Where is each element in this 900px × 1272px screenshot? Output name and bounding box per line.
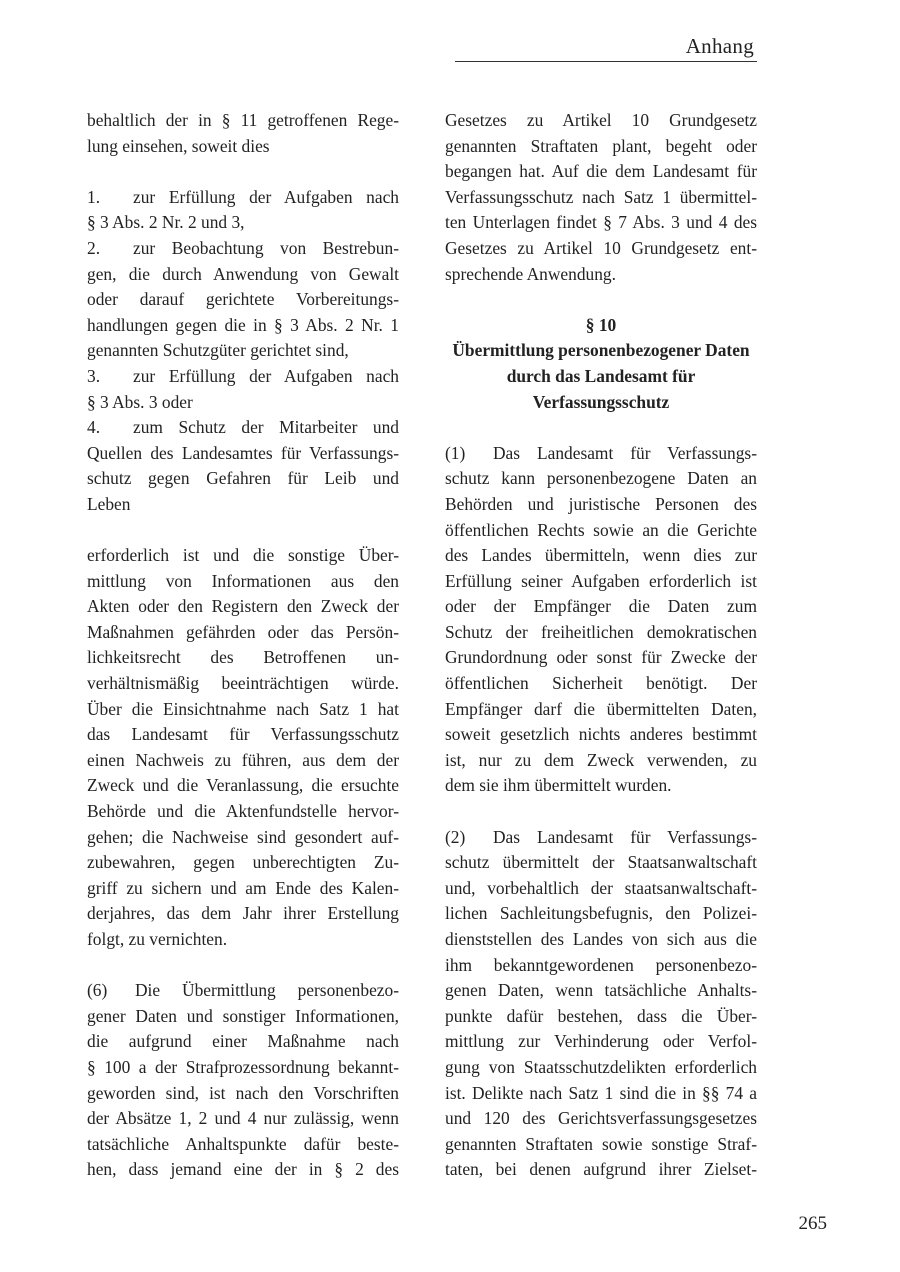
text-line: Behörden und juristische Personen des — [445, 493, 757, 514]
text-line: der Absätze 1, 2 und 4 nur zulässig, wenn — [87, 1108, 399, 1129]
running-header-title: Anhang — [685, 34, 754, 58]
text-line: Akten oder den Registern den Zweck der — [87, 596, 399, 617]
text-line: Leben — [87, 493, 131, 514]
text-line: Grundordnung oder sonst für Zwecke der — [445, 647, 757, 668]
text-line: zur Beobachtung von Bestrebun- — [133, 237, 399, 258]
right-column — [445, 108, 757, 1183]
section-number: § 10 — [585, 314, 617, 335]
text-line: gehen; die Nachweise sind gesondert auf- — [87, 826, 399, 847]
text-line: § 100 a der Strafprozessordnung bekannt- — [87, 1056, 399, 1077]
text-line: Zweck und die Veranlassung, die ersuchte — [87, 775, 399, 796]
text-line: Maßnahmen gefährden oder das Persön- — [87, 621, 399, 642]
text-line: taten, bei denen aufgrund ihrer Zielset- — [445, 1159, 757, 1180]
text-line: öffentlichen Sicherheit benötigt. Der — [445, 673, 757, 694]
text-line: handlungen gegen die in § 3 Abs. 2 Nr. 1 — [87, 314, 399, 335]
text-line: behaltlich der in § 11 getroffenen Rege- — [87, 110, 399, 130]
text-line: zur Erfüllung der Aufgaben nach — [133, 186, 399, 207]
text-line: lichen Sachleitungsbefugnis, den Polizei- — [445, 903, 757, 924]
list-item-1 — [87, 185, 399, 211]
text-line: sprechende Anwendung. — [445, 263, 616, 284]
list-item-3 — [87, 364, 399, 390]
paragraph-number: (2) — [445, 826, 466, 847]
text-line: Erfüllung seiner Aufgaben erforderlich ist — [445, 570, 757, 591]
paragraph-6 — [87, 978, 399, 1004]
text-line: zur Erfüllung der Aufgaben nach — [133, 365, 399, 386]
text-line: § 3 Abs. 3 oder — [87, 391, 193, 412]
text-line: und, vorbehaltlich der staatsanwaltschaft- — [445, 877, 757, 898]
text-line: Die Übermittlung personenbezo- — [135, 980, 399, 1001]
section-title: Verfassungsschutz — [532, 391, 670, 412]
text-line: gen, die durch Anwendung von Gewalt — [87, 263, 399, 284]
text-line: ist, nur zu dem Zweck verwenden, zu — [445, 749, 757, 770]
text-line: tatsächliche Anhaltspunkte dafür beste- — [87, 1133, 399, 1154]
text-line: öffentlichen Rechts sowie an die Gerichte — [445, 519, 757, 540]
text-line: schutz gegen Gefahren für Leib und — [87, 468, 399, 489]
text-line: begangen hat. Auf die dem Landesamt für — [445, 161, 757, 182]
text-line: lung einsehen, soweit dies — [87, 135, 270, 156]
text-line: Über die Einsichtnahme nach Satz 1 hat — [87, 698, 399, 719]
list-number: 1. — [87, 186, 101, 207]
text-line: ist. Delikte nach Satz 1 sind die in §§ 74 a — [445, 1082, 757, 1103]
list-item-4 — [87, 415, 399, 441]
section-title: Übermittlung personenbezogener Daten — [452, 340, 750, 361]
text-line: oder der Empfänger die Daten zum — [445, 596, 757, 617]
text-line: Verfassungsschutz nach Satz 1 übermittel- — [445, 186, 757, 207]
text-line: Quellen des Landesamtes für Verfassungs- — [87, 442, 399, 463]
text-line: lichkeitsrecht des Betroffenen un- — [87, 647, 399, 668]
text-line: genannten Schutzgüter gerichtet sind, — [87, 340, 349, 361]
text-line: folgt, zu vernichten. — [87, 929, 228, 949]
text-line: genen Daten, wenn tatsächliche Anhalts- — [445, 980, 757, 1001]
text-line: schutz übermittelt der Staatsanwaltschaft — [445, 852, 757, 873]
paragraph-number: (6) — [87, 980, 108, 1001]
text-line: Schutz der freiheitlichen demokratischen — [445, 621, 757, 642]
text-line: punkte dafür bestehen, dass die Über- — [445, 1005, 757, 1026]
text-line: des Landes übermitteln, wenn dies zur — [445, 545, 757, 566]
text-line: dienststellen des Landes von sich aus die — [445, 929, 757, 949]
text-line: hen, dass jemand eine der in § 2 des — [87, 1159, 399, 1180]
text-line: einen Nachweis zu führen, aus dem der — [87, 749, 399, 770]
text-line: verhältnismäßig beeinträchtigen würde. — [87, 673, 399, 694]
text-line: dem sie ihm übermittelt wurden. — [445, 775, 672, 796]
text-line: § 3 Abs. 2 Nr. 2 und 3, — [87, 212, 245, 233]
text-line: Gesetzes zu Artikel 10 Grundgesetz ent- — [445, 237, 757, 258]
text-line: oder darauf gerichtete Vorbereitungs- — [87, 289, 399, 310]
text-line: Das Landesamt für Verfassungs- — [493, 826, 757, 847]
text-line: genannten Straftaten sowie sonstige Straf- — [445, 1133, 757, 1154]
text-line: und 120 des Gerichtsverfassungsgesetzes — [445, 1108, 757, 1129]
text-line: das Landesamt für Verfassungsschutz — [87, 724, 399, 745]
list-item-2 — [87, 236, 399, 262]
page-number: 265 — [798, 1213, 827, 1234]
text-line: derjahres, das dem Jahr ihrer Erstellung — [87, 903, 399, 924]
paragraph-number: (1) — [445, 442, 466, 463]
text-line: schutz kann personenbezogene Daten an — [445, 468, 757, 489]
text-line: Behörde und die Aktenfundstelle hervor- — [87, 801, 399, 822]
text-line: zubewahren, gegen unberechtigten Zu- — [87, 852, 399, 873]
text-line: die aufgrund einer Maßnahme nach — [87, 1031, 399, 1052]
text-line: genannten Straftaten plant, begeht oder — [445, 135, 757, 156]
text-line: zum Schutz der Mitarbeiter und — [133, 417, 399, 438]
text-line: gener Daten und sonstiger Informationen, — [87, 1005, 399, 1026]
text-line: mittlung zur Verhinderung oder Verfol- — [445, 1031, 757, 1052]
section-title: durch das Landesamt für — [506, 365, 696, 386]
list-number: 2. — [87, 237, 101, 258]
text-line: ihm bekanntgewordenen personenbezo- — [445, 954, 757, 975]
text-line: Gesetzes zu Artikel 10 Grundgesetz — [445, 110, 757, 130]
list-number: 4. — [87, 417, 101, 438]
paragraph-2 — [445, 825, 757, 851]
text-line: mittlung von Informationen aus den — [87, 570, 399, 591]
text-line: Empfänger darf die übermittelten Daten, — [445, 698, 757, 719]
text-line: soweit gesetzlich nichts anderes bestimmt — [445, 724, 757, 745]
text-line: Das Landesamt für Verfassungs- — [493, 442, 757, 463]
text-line: geworden sind, ist nach den Vorschriften — [87, 1082, 399, 1103]
left-column — [87, 108, 399, 1183]
text-line: griff zu sichern und am Ende des Kalen- — [87, 877, 399, 898]
paragraph-1 — [445, 441, 757, 467]
header-rule — [455, 61, 757, 62]
text-line: ten Unterlagen findet § 7 Abs. 3 und 4 des — [445, 212, 757, 233]
list-number: 3. — [87, 365, 101, 386]
text-line: gung von Staatsschutzdelikten erforderlich — [445, 1056, 757, 1077]
text-line: erforderlich ist und die sonstige Über- — [87, 545, 399, 566]
